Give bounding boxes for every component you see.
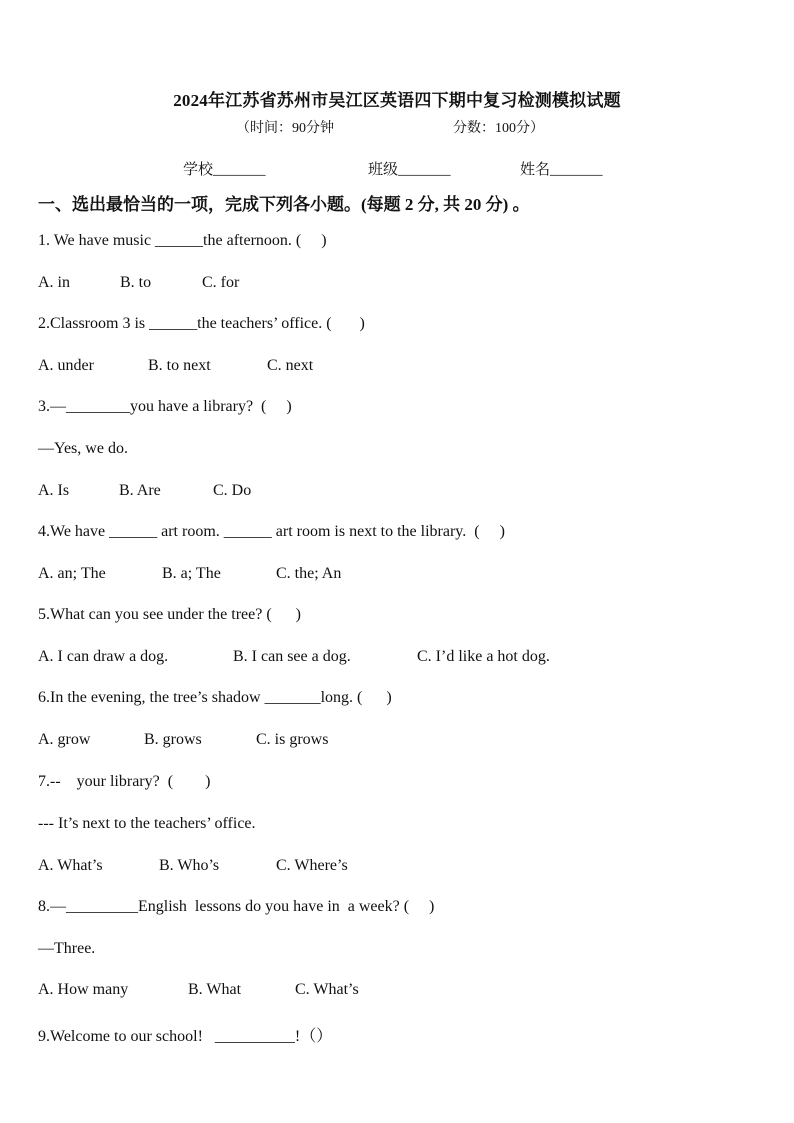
option-c[interactable]: C. Where’s — [276, 857, 348, 874]
option-a[interactable]: A. under — [38, 357, 94, 374]
name-field[interactable]: 姓名_______ — [520, 162, 603, 178]
question-stem: 9.Welcome to our school! __________!（） — [38, 1028, 333, 1045]
class-field[interactable]: 班级_______ — [368, 162, 451, 178]
option-c[interactable]: C. I’d like a hot dog. — [417, 648, 550, 665]
question-answer-line: --- It’s next to the teachers’ office. — [38, 815, 256, 832]
question-stem: 3.—________you have a library? ( ) — [38, 398, 292, 415]
school-field[interactable]: 学校_______ — [183, 162, 266, 178]
option-a[interactable]: A. I can draw a dog. — [38, 648, 169, 665]
option-c[interactable]: C. Do — [213, 482, 252, 499]
option-b[interactable]: B. to next — [148, 357, 211, 374]
option-c[interactable]: C. is grows — [256, 731, 329, 748]
section-heading: 一、选出最恰当的一项，完成下列各小题。(每题 2 分, 共 20 分) 。 — [38, 195, 530, 214]
question-answer-line: —Yes, we do. — [38, 440, 128, 457]
option-a[interactable]: A. in — [38, 274, 70, 291]
option-c[interactable]: C. next — [267, 357, 314, 374]
option-c[interactable]: C. for — [202, 274, 240, 291]
question-stem: 6.In the evening, the tree’s shadow _______long. ( ) — [38, 689, 392, 706]
question-stem: 8.—_________English lessons do you have in a week? ( ) — [38, 898, 435, 915]
question-stem: 2.Classroom 3 is ______the teachers’ office. ( ) — [38, 315, 365, 332]
page-title: 2024年江苏省苏州市吴江区英语四下期中复习检测模拟试题 — [173, 91, 621, 110]
option-a[interactable]: A. an; The — [38, 565, 106, 582]
option-b[interactable]: B. a; The — [162, 565, 221, 582]
option-b[interactable]: B. to — [120, 274, 152, 291]
option-b[interactable]: B. grows — [144, 731, 202, 748]
option-c[interactable]: C. What’s — [295, 981, 359, 998]
exam-score: 分数：100分） — [453, 121, 544, 136]
question-stem: 7.-- your library? ( ) — [38, 773, 211, 790]
option-a[interactable]: A. What’s — [38, 857, 103, 874]
option-b[interactable]: B. I can see a dog. — [233, 648, 351, 665]
question-stem: 5.What can you see under the tree? ( ) — [38, 606, 301, 623]
option-b[interactable]: B. Are — [119, 482, 161, 499]
option-b[interactable]: B. What — [188, 981, 242, 998]
exam-time: （时间：90分钟 — [236, 121, 334, 136]
option-b[interactable]: B. Who’s — [159, 857, 220, 874]
option-a[interactable]: A. Is — [38, 482, 70, 499]
question-answer-line: —Three. — [38, 940, 96, 957]
option-a[interactable]: A. How many — [38, 981, 129, 998]
option-a[interactable]: A. grow — [38, 731, 91, 748]
option-c[interactable]: C. the; An — [276, 565, 342, 582]
question-stem: 4.We have ______ art room. ______ art room is next to the library. ( ) — [38, 523, 505, 540]
question-stem: 1. We have music ______the afternoon. ( ) — [38, 232, 327, 249]
